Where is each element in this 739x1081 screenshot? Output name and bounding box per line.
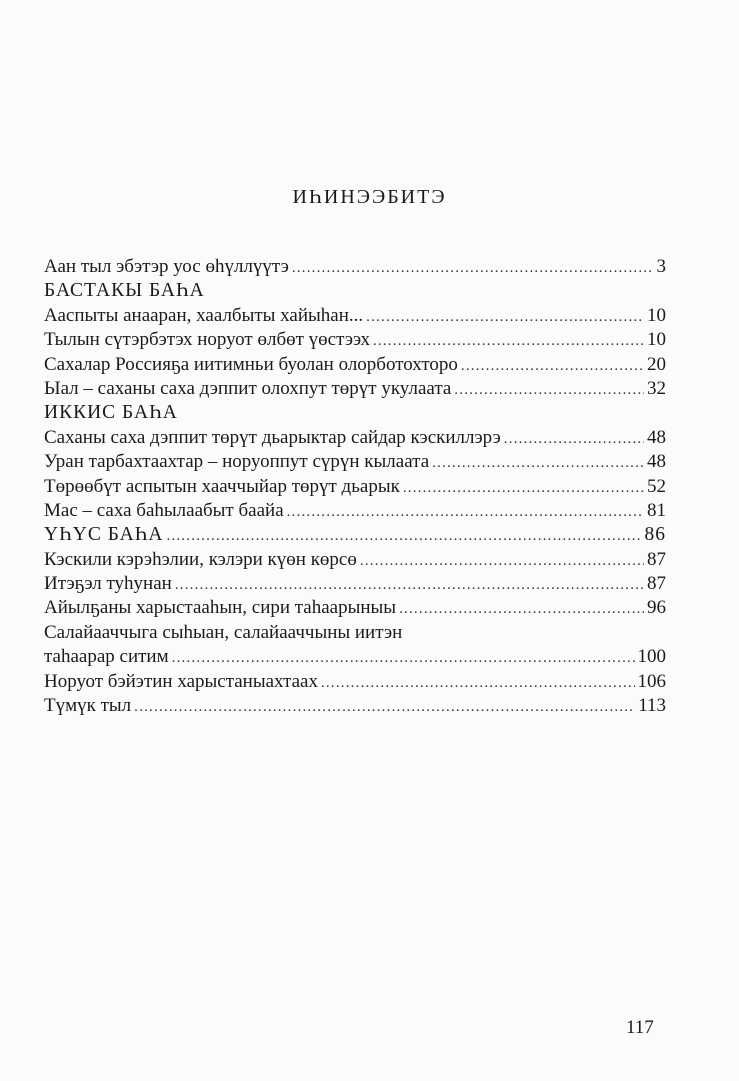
toc-entry-page: 87 xyxy=(647,548,666,570)
toc-entry-title: ИККИС БАҺА xyxy=(44,402,178,424)
dot-leader xyxy=(461,354,644,378)
toc-entry-page: 32 xyxy=(647,377,666,399)
toc-entry-page: 48 xyxy=(647,426,666,448)
dot-leader xyxy=(172,646,635,670)
toc-entry-title: Итэҕэл туһунан xyxy=(44,573,172,595)
toc-entry-page: 81 xyxy=(647,499,666,521)
toc-entry-title: Саханы саха дэппит төрүт дьарыктар сайдар кэскиллэрэ xyxy=(44,426,501,448)
dot-leader xyxy=(504,427,644,451)
toc-entry-title: Мас – саха баһылаабыт баайа xyxy=(44,499,284,521)
toc-entry-title: таһаарар ситим xyxy=(44,646,169,668)
toc-entry xyxy=(44,694,666,718)
table-of-contents xyxy=(44,255,666,718)
toc-entry-title: Салайааччыга сыһыан, салайааччыны иитэн xyxy=(44,621,403,643)
dot-leader xyxy=(403,476,644,500)
toc-entry-title: Норуот бэйэтин харыстаныахтаах xyxy=(44,670,318,692)
toc-entry xyxy=(44,328,666,352)
dot-leader xyxy=(134,695,635,719)
toc-entry-title: Уран тарбахтаахтар – норуоппут сүрүн кылаата xyxy=(44,451,430,473)
toc-entry-title: Түмүк тыл xyxy=(44,695,132,717)
dot-leader xyxy=(360,549,644,573)
toc-entry xyxy=(44,645,666,669)
toc-entry xyxy=(44,377,666,401)
toc-entry xyxy=(44,670,666,694)
toc-entry-page: 106 xyxy=(637,670,666,692)
toc-entry xyxy=(44,279,666,303)
toc-entry xyxy=(44,548,666,572)
toc-entry-page: 87 xyxy=(647,573,666,595)
toc-entry-title: Айылҕаны харыстааһын, сири таһаарыныы xyxy=(44,597,397,619)
toc-entry-title: БАСТАКЫ БАҺА xyxy=(44,280,205,302)
toc-entry xyxy=(44,596,666,620)
toc-entry-page: 52 xyxy=(647,475,666,497)
toc-entry xyxy=(44,475,666,499)
toc-entry-title: Кэскили кэрэһэлии, кэлэри күөн көрсө xyxy=(44,548,357,570)
toc-entry xyxy=(44,304,666,328)
toc-entry-page: 113 xyxy=(638,695,666,717)
dot-leader xyxy=(432,451,644,475)
page-title: ИҺИНЭЭБИТЭ xyxy=(292,186,447,208)
dot-leader xyxy=(287,500,644,524)
dot-leader xyxy=(292,256,654,280)
page-number: 117 xyxy=(626,1017,654,1038)
toc-entry-page: 100 xyxy=(637,646,666,668)
toc-entry xyxy=(44,255,666,279)
toc-entry xyxy=(44,353,666,377)
toc-entry-title: Сахалар Россияҕа иитимньи буолан олорботохторо xyxy=(44,353,458,375)
toc-entry xyxy=(44,401,666,425)
toc-entry xyxy=(44,499,666,523)
toc-entry-page: 10 xyxy=(647,329,666,351)
toc-entry-page: 48 xyxy=(647,451,666,473)
toc-entry-title: ҮҺҮС БАҺА xyxy=(44,524,164,546)
toc-entry-title: Төрөөбүт аспытын хааччыйар төрүт дьарык xyxy=(44,475,400,497)
toc-entry-title: Ааспыты анааран, хаалбыты хайыһан... xyxy=(44,304,364,326)
toc-entry xyxy=(44,426,666,450)
dot-leader xyxy=(373,329,644,353)
dot-leader xyxy=(321,671,635,695)
toc-entry xyxy=(44,621,666,645)
toc-entry-title: Тылын сүтэрбэтэх норуот өлбөт үөстээх xyxy=(44,329,370,351)
toc-entry-page: 96 xyxy=(647,597,666,619)
dot-leader xyxy=(454,378,644,402)
dot-leader xyxy=(167,524,642,548)
toc-entry-page: 20 xyxy=(647,353,666,375)
toc-entry-title: Ыал – саханы саха дэппит олохпут төрүт укулаата xyxy=(44,377,452,399)
toc-entry-page: 10 xyxy=(647,304,666,326)
dot-leader xyxy=(399,597,644,621)
toc-entry-page: 86 xyxy=(644,524,666,546)
toc-entry-title: Аан тыл эбэтэр уос өһүллүүтэ xyxy=(44,256,289,277)
toc-entry xyxy=(44,572,666,596)
dot-leader xyxy=(175,573,644,597)
toc-entry xyxy=(44,450,666,474)
dot-leader xyxy=(366,305,644,329)
toc-entry-page: 3 xyxy=(656,256,666,277)
toc-entry xyxy=(44,523,666,547)
